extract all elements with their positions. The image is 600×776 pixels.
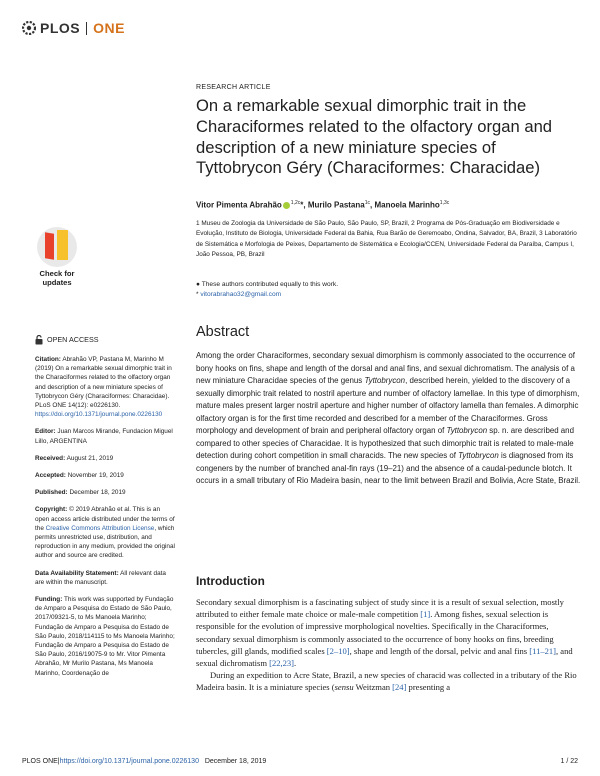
editor-block: Editor: Juan Marcos Mirande, Fundacion Miguel Lillo, ARGENTINA	[35, 428, 173, 445]
citation-link[interactable]: [11–21]	[529, 645, 557, 656]
open-lock-icon	[35, 335, 43, 345]
journal-logo	[22, 20, 125, 36]
intro-paragraph: During an expedition to Acre State, Brazil, a new species of characid was collected in a tributary of the Rio Madeira basin. It is a miniature species (sensu Weitzman [24] presenting a	[196, 670, 577, 693]
license-link[interactable]: Creative Commons Attribution License	[45, 524, 155, 532]
author-name[interactable]: Murilo Pastana	[307, 200, 365, 210]
footer-date: December 18, 2019	[204, 758, 267, 765]
abstract-text: Among the order Characiformes, secondary sexual dimorphism is commonly associated to the occurrence of bony hooks on fins, shape and length of the dorsal and anal fins, and sexual dichromatism. The analysis of a new miniature Characidae species of the genus Tyttobrycon, described herein, yielded to the discovery of a sexually dimorphic trait related to nostril aperture and number of olfactory lamellae. In this type of dimorphism, mature males present larger nostril aperture and higher number of olfactory lamella than females. A dimorphic olfactory organ is for the first time recorded and described for a member of the Characiformes. Gross morphology and development of brain and peripheral olfactory organ of Tyttobrycon sp. n. are described and compared to other species of Characidae. It is hypothesized that such dimorphic trait is related to male-male detection during cohort competition in small characids. The new species of Tyttobrycon is diagnosed from its congeners by the number of branched anal-fin rays (19–21) and the absence of a caudal-peduncle blotch. It occurs in a small tributary of Rio Madeira basin, near to the limit between Brazil and Bolivia, Acre State, Brazil.	[196, 351, 581, 485]
author-name[interactable]: Vitor Pimenta Abrahão	[196, 200, 282, 210]
article-title: On a remarkable sexual dimorphic trait in the Characiformes related to the olfactory organ and description of a new miniature species of Tyttobrycon Géry (Characiformes: Characidae)	[196, 96, 553, 178]
footer-doi-link[interactable]: https://doi.org/10.1371/journal.pone.0226130	[59, 758, 199, 765]
funding-block: Funding: This work was supported by Fundação de Amparo a Pesquisa do Estado de São Paulo, 2017/09321-5, to Ms Manoela Marinho; Fundação de Amparo a Pesquisa do Estado de São Paulo, 2018/114115 to Ms Manoela Marinho; Fundação de Amparo a Pesquisa do Estado de São Paulo, 2016/19075-9 to Mr. Vitor Pimenta Abrahão, Mr Murilo Pastana, Ms Manoela Marinho, Coordenação de	[35, 596, 175, 677]
author-notes	[196, 280, 576, 300]
intro-paragraph: Secondary sexual dimorphism is a fascinating subject of study since it is a result of sexual selection, mostly attributed to either female mate choice or male-male competition [1]. Among fishes, sexual selection is responsible for the evolution of impressive morphological novelties. Specifically in the Characiformes, secondary sexual dimorphism is commonly associated to the occurrence of bony hooks on fins, breeding tubercles, gill glands, modified scales [2–10], shape and length of the dorsal, pelvic and anal fins [11–21], and sexual dichromatism [22,23].	[196, 597, 573, 669]
citation-doi-link[interactable]: https://doi.org/10.1371/journal.pone.0226130	[35, 411, 163, 419]
equal-contribution-mark: ●	[196, 281, 202, 288]
citation-block: Citation: Abrahão VP, Pastana M, Marinho M (2019) On a remarkable sexual dimorphic trait in the Characiformes related to the olfactory organ and description of a new miniature species of Tyttobrycon Géry (Characiformes: Characidae). PLoS ONE 14(12): e0226130. https://doi.org/10.1371/journal.pone.0226130	[35, 356, 172, 419]
introduction-text	[196, 596, 584, 694]
copyright-block: Copyright: © 2019 Abrahão et al. This is an open access article distributed under the terms of the Creative Commons Attribution License, which permits unrestricted use, distribution, and reproduction in any medium, provided the original author and source are credited.	[35, 506, 175, 560]
citation-link[interactable]: [1]	[420, 609, 431, 620]
published-date: Published: December 18, 2019	[35, 489, 126, 497]
logo-one-text: ONE	[93, 20, 125, 36]
author-list: Vitor Pimenta Abrahão $^{1,2c}$*, Murilo Pastana$^{1c}$, Manoela Marinho$^{1,3c}$	[196, 200, 450, 210]
page-number: 1 / 22	[560, 758, 578, 765]
logo-plos-text: PLOS	[40, 20, 81, 36]
open-access-badge: OPEN ACCESS	[35, 335, 175, 345]
received-date: Received: August 21, 2019	[35, 454, 114, 462]
article-type: RESEARCH ARTICLE	[196, 84, 271, 91]
citation-link[interactable]: [22,23]	[269, 658, 295, 669]
affiliations: 1 Museu de Zoologia da Universidade de São Paulo, São Paulo, SP, Brazil, 2 Programa de Pós-Graduação em Biodiversidade e Evolução, Instituto de Biologia, Universidade Federal da Bahia, Rua Barão de Geremoabo, Ondina, Salvador, BA, Brazil, 3 Laboratório de Sistemática e Morfologia de Peixes, Departamento de Sistemática e Ecologia/CCEN, Universidade Federal da Paraíba, Campus I, João Pessoa, PB, Brazil	[196, 220, 577, 259]
email-link[interactable]: vitorabrahao32@gmail.com	[200, 291, 282, 298]
introduction-heading: Introduction	[196, 574, 265, 588]
article-info-sidebar	[35, 335, 175, 686]
abstract-heading: Abstract	[196, 324, 250, 340]
page-footer: PLOS ONE | https://doi.org/10.1371/journal.pone.0226130 December 18, 2019 1 / 22	[22, 758, 578, 765]
author-name[interactable]: Manoela Marinho	[374, 200, 440, 210]
citation-link[interactable]: [24]	[392, 682, 407, 693]
citation-link[interactable]: [2–10]	[326, 645, 350, 656]
data-availability-block: Data Availability Statement: All relevant data are within the manuscript.	[35, 569, 166, 586]
accepted-date: Accepted: November 19, 2019	[35, 472, 124, 480]
check-for-updates-icon	[37, 227, 77, 267]
equal-contribution-note: These authors contributed equally to this work.	[201, 281, 339, 288]
logo-divider	[86, 22, 87, 35]
corresponding-mark: *	[196, 291, 201, 298]
orcid-icon[interactable]	[283, 202, 290, 209]
footer-journal: PLOS ONE	[22, 758, 58, 765]
check-for-updates-button[interactable]	[35, 227, 79, 291]
check-for-updates-label: Check for updates	[39, 269, 75, 287]
plos-logo-icon	[22, 21, 36, 35]
